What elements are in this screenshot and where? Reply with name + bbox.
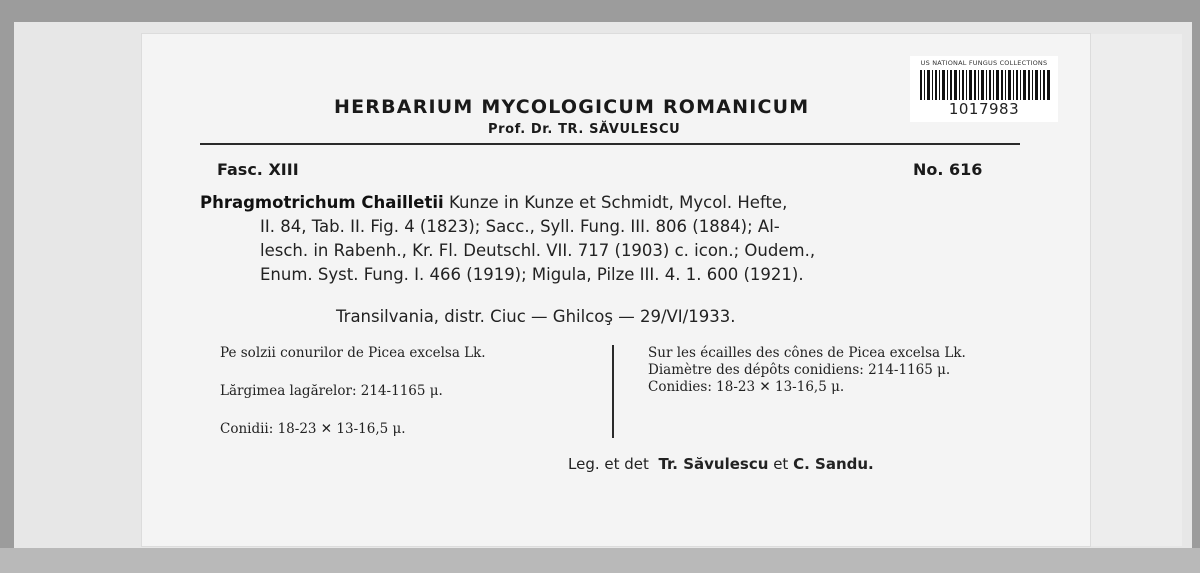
citation-line: Enum. Syst. Fung. I. 466 (1919); Migula, Pilze III. 4. 1. 600 (1921). [260, 265, 804, 284]
species-name: Phragmotrichum Chailletii [200, 193, 444, 212]
citation-line: II. 84, Tab. II. Fig. 4 (1823); Sacc., Syll. Fung. III. 806 (1884); Al- [260, 217, 780, 236]
habitat-ro: Pe solzii conurilor de Picea excelsa Lk. [220, 345, 486, 361]
collector-line [568, 455, 874, 473]
collector-conjunction: et [773, 455, 789, 473]
column-divider [612, 345, 614, 438]
conidia-ro: Conidii: 18-23 ✕ 13-16,5 μ. [220, 421, 406, 437]
herbarium-title: HERBARIUM MYCOLOGICUM ROMANICUM [334, 96, 810, 118]
collector-prefix: Leg. et det [568, 455, 649, 473]
header-rule [200, 143, 1020, 145]
citation-line: Kunze in Kunze et Schmidt, Mycol. Hefte, [448, 193, 788, 212]
collector-name: Tr. Săvulescu [658, 455, 769, 473]
french-description [648, 345, 1033, 396]
barcode-institution: US NATIONAL FUNGUS COLLECTIONS [920, 59, 1048, 67]
herbarium-subtitle: Prof. Dr. TR. SĂVULESCU [488, 122, 681, 137]
barcode-label [910, 56, 1058, 122]
barcode-icon [920, 70, 1050, 100]
citation-line: lesch. in Rabenh., Kr. Fl. Deutschl. VII. 717 (1903) c. icon.; Oudem., [260, 241, 816, 260]
collector-name: C. Sandu. [793, 455, 874, 473]
exsiccata-number: No. 616 [913, 160, 983, 179]
habitat-fr: Sur les écailles des cônes de Picea excelsa Lk. [648, 345, 966, 361]
folder-flap [1090, 34, 1182, 546]
species-citation [200, 191, 1030, 287]
board-edge [0, 548, 1200, 573]
diameter-fr: Diamètre des dépôts conidiens: 214-1165 μ. [648, 362, 951, 378]
conidia-fr: Conidies: 18-23 ✕ 13-16,5 μ. [648, 379, 845, 395]
fascicle-number: Fasc. XIII [217, 160, 299, 179]
width-ro: Lărgimea lagărelor: 214-1165 μ. [220, 383, 443, 399]
collection-locality: Transilvania, distr. Ciuc — Ghilcoş — 29/VI/1933. [336, 307, 736, 326]
barcode-number: 1017983 [948, 100, 1020, 118]
